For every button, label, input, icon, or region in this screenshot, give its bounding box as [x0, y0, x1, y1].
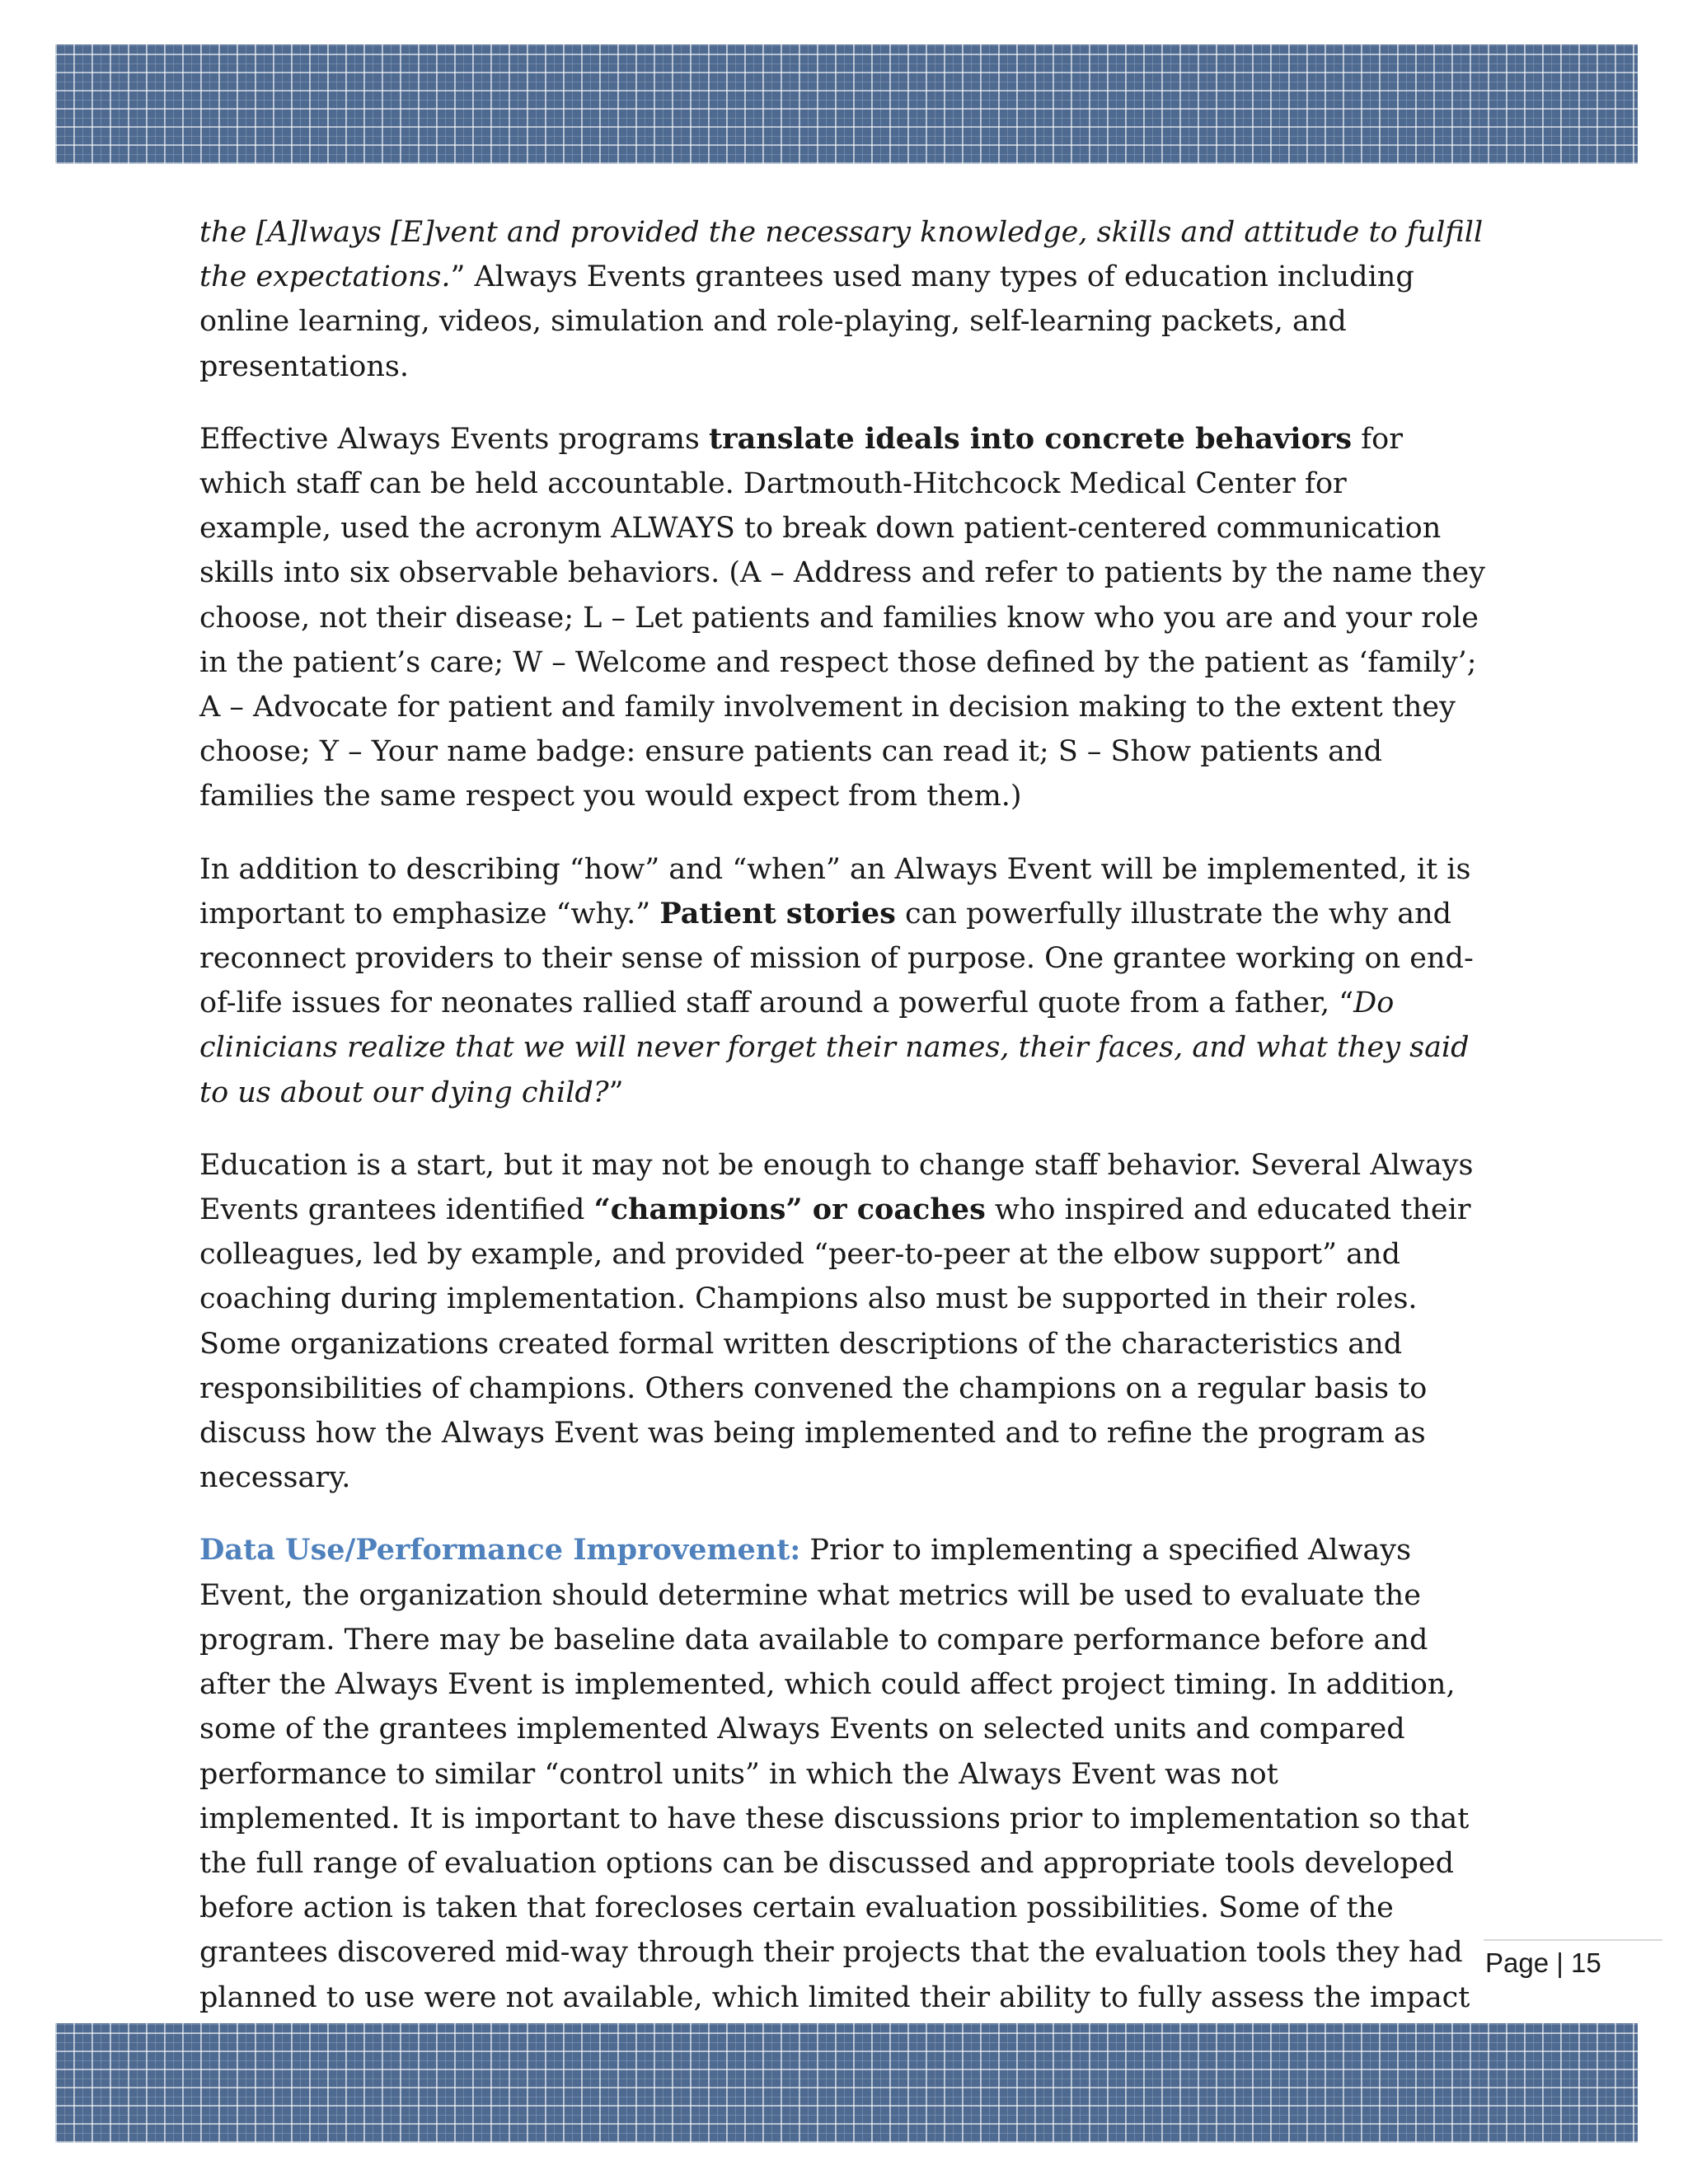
paragraph-text: ” Always Events grantees used many types of education including online learning, videos, simulation and role-playing, self-learning packets, and presentations.: [199, 260, 1414, 383]
footer-divider: [1484, 1939, 1662, 1941]
emphasis-bold: “champions” or coaches: [593, 1193, 986, 1227]
paragraph-text: Education is a start, but it may not be enough to change staff behavior. Several Always Events grantees identified: [199, 1148, 1474, 1227]
paragraph-text: who inspired and educated their colleagues, led by example, and provided “peer-to-peer at the elbow support” and coaching during implementation. Champions also must be supported in their roles. Some organizations created formal written descriptions of the characteristics and responsibilities of champions. Others convened the champions on a regular basis to discuss how the Always Event was being implemented and to refine the program as necessary.: [199, 1193, 1471, 1495]
emphasis-bold: Patient stories: [659, 896, 896, 930]
paragraph-text: for which staff can be held accountable. Dartmouth-Hitchcock Medical Center for example, used the acronym ALWAYS to break down patient-centered communication skills into six observable behaviors. (A – Address and refer to patients by the name they choose, not their disease; L – Let patients and families know who you are and your role in the patient’s care; W – Welcome and respect those defined by the patient as ‘family’; A – Advocate for patient and family involvement in decision making to the extent they choose; Y – Your name badge: ensure patients can read it; S – Show patients and families the same respect you would expect from them.): [199, 422, 1485, 813]
document-body: [199, 210, 1485, 2093]
paragraph-text: Prior to implementing a specified Always Event, the organization should determine what metrics will be used to evaluate the program. There may be baseline data available to compare performance before and after the Always Event is implemented, which could affect project timing. In addition, some of the grantees implemented Always Events on selected units and compared performance to similar “control units” in which the Always Event was not implemented. It is important to have these discussions prior to implementation so that the full range of evaluation options can be discussed and appropriate tools developed before action is taken that forecloses certain evaluation possibilities. Some of the grantees discovered mid-way through their projects that the evaluation tools they had planned to use were not available, which limited their ability to fully assess the impact: [199, 1534, 1470, 2014]
paragraph-text: can powerfully illustrate the why and reconnect providers to their sense of mission of purpose. One grantee working on end-of-life issues for neonates rallied staff around a powerful quote from a father, “: [199, 897, 1474, 1020]
paragraph-education-types: [199, 210, 1485, 389]
paragraph-text: Effective Always Events programs: [199, 422, 709, 456]
paragraph-text: In addition to describing “how” and “when” an Always Event will be implemented, it is important to emphasize “why.”: [199, 852, 1471, 930]
footer-decorative-band: [55, 2023, 1638, 2143]
paragraph-data-use: [199, 1528, 1485, 2064]
quote-italic: Do clinicians realize that we will never forget their names, their faces, and what they said to us about our dying child?: [199, 987, 1470, 1109]
paragraph-patient-stories: [199, 847, 1485, 1115]
paragraph-champions: [199, 1143, 1485, 1501]
header-decorative-band: [55, 45, 1638, 164]
section-heading-data-use: Data Use/Performance Improvement:: [199, 1533, 801, 1568]
quote-italic: the [A]lways [E]vent and provided the necessary knowledge, skills and attitude to fulfill the expectations.: [199, 216, 1484, 294]
paragraph-text: ”: [608, 1076, 624, 1109]
page-number: Page | 15: [1485, 1947, 1601, 1978]
emphasis-bold: translate ideals into concrete behaviors: [708, 421, 1353, 456]
paragraph-concrete-behaviors: [199, 417, 1485, 819]
